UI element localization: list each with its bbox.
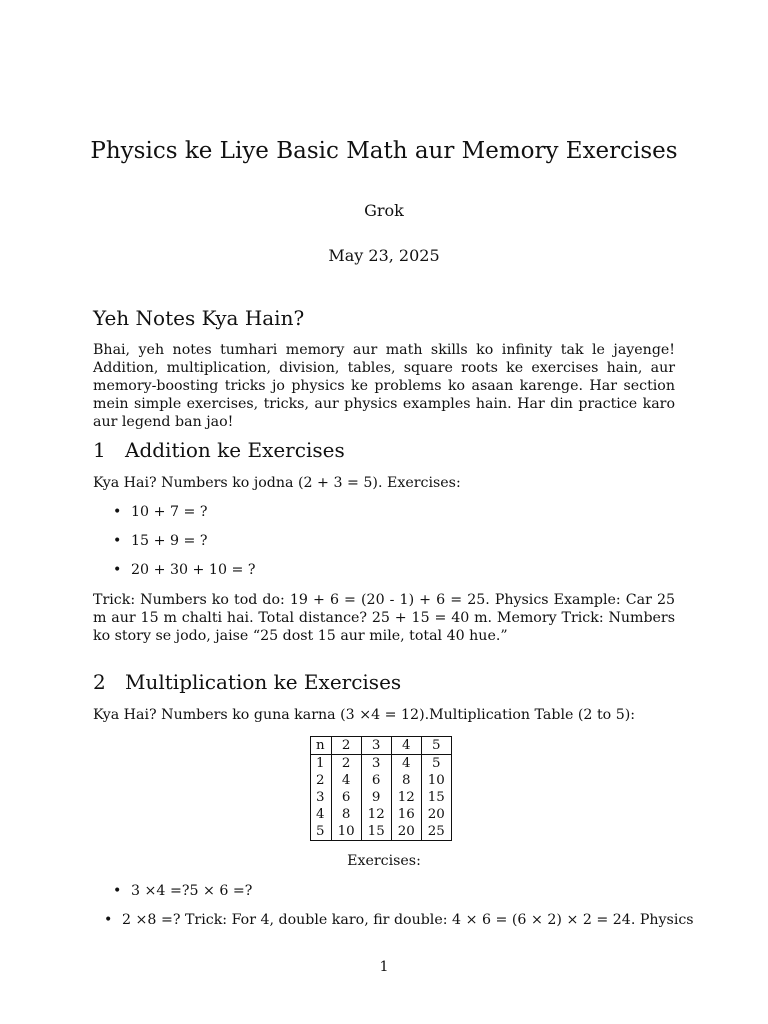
section-2-exercise-list: [93, 882, 252, 911]
section-1-trick-paragraph: Trick: Numbers ko tod do: 19 + 6 = (20 - 1) + 6 = 25. Physics Example: Car 25 m aur 15 m chalti hai. Total distance? 25 + 15 = 40 m. Memory Trick: Numbers ko story se jodo, jaise “25 dost 15 aur mile, total 40 hue.”: [93, 592, 675, 644]
table-cell: 4: [331, 772, 361, 789]
list-item: • 2 ×8 =? Trick: For 4, double karo, fir double: 4 × 6 = (6 × 2) × 2 = 24. Physics: [84, 911, 694, 940]
page-number: 1: [379, 959, 389, 975]
table-cell: 16: [391, 806, 421, 823]
multiplication-table: [310, 736, 452, 841]
table-cell: 5: [421, 737, 451, 755]
table-cell: n: [311, 737, 332, 755]
table-cell: 6: [361, 772, 391, 789]
list-item: • 20 + 30 + 10 = ?: [93, 561, 256, 590]
document-title: Physics ke Liye Basic Math aur Memory Exercises: [90, 138, 678, 164]
section-2-lead: Kya Hai? Numbers ko guna karna (3 ×4 = 12).Multiplication Table (2 to 5):: [93, 707, 636, 723]
section-number: 1: [93, 438, 106, 462]
list-item: • 3 ×4 =?5 × 6 =?: [93, 882, 252, 911]
table-cell: 10: [331, 823, 361, 841]
table-row: [311, 772, 452, 789]
section-number: 2: [93, 670, 106, 694]
table-row: [311, 823, 452, 841]
list-item: • 15 + 9 = ?: [93, 532, 256, 561]
section-2-heading: [93, 670, 401, 694]
intro-paragraph: Bhai, yeh notes tumhari memory aur math skills ko infinity tak le jayenge! Addition, multiplication, division, tables, square roots ke exercises hain, aur memory-boosting tricks jo physics ke problems ko asaan karenge. Har section mein simple exercises, tricks, aur physics examples hain. Har din practice karo aur legend ban jao!: [93, 342, 675, 430]
table-cell: 2: [331, 737, 361, 755]
table-row: [311, 789, 452, 806]
table-cell: 8: [331, 806, 361, 823]
table-cell: 5: [421, 755, 451, 773]
table-cell: 6: [331, 789, 361, 806]
table-cell: 8: [391, 772, 421, 789]
table-cell: 3: [361, 755, 391, 773]
table-cell: 2: [331, 755, 361, 773]
table-row: [311, 755, 452, 773]
table-cell: 15: [421, 789, 451, 806]
intro-heading: Yeh Notes Kya Hain?: [93, 306, 305, 330]
section-1-lead: Kya Hai? Numbers ko jodna (2 + 3 = 5). Exercises:: [93, 475, 461, 491]
table-cell: 4: [391, 737, 421, 755]
table-caption: Exercises:: [347, 853, 421, 869]
section-1-exercise-list: [93, 503, 256, 590]
table-cell: 20: [421, 806, 451, 823]
table-cell: 3: [311, 789, 332, 806]
author: Grok: [364, 201, 404, 220]
table-cell: 4: [391, 755, 421, 773]
date: May 23, 2025: [328, 246, 440, 265]
table-cell: 1: [311, 755, 332, 773]
table-cell: 3: [361, 737, 391, 755]
section-title: Addition ke Exercises: [125, 438, 345, 462]
list-item: • 10 + 7 = ?: [93, 503, 256, 532]
table-cell: 15: [361, 823, 391, 841]
table-row: [311, 806, 452, 823]
table-cell: 12: [361, 806, 391, 823]
table-cell: 10: [421, 772, 451, 789]
table-cell: 5: [311, 823, 332, 841]
section-2-exercise-list-continued: [84, 911, 694, 940]
table-cell: 9: [361, 789, 391, 806]
section-1-heading: [93, 438, 345, 462]
table-cell: 4: [311, 806, 332, 823]
section-title: Multiplication ke Exercises: [125, 670, 402, 694]
table-cell: 12: [391, 789, 421, 806]
table-cell: 2: [311, 772, 332, 789]
table-cell: 20: [391, 823, 421, 841]
table-cell: 25: [421, 823, 451, 841]
table-header-row: [311, 737, 452, 755]
